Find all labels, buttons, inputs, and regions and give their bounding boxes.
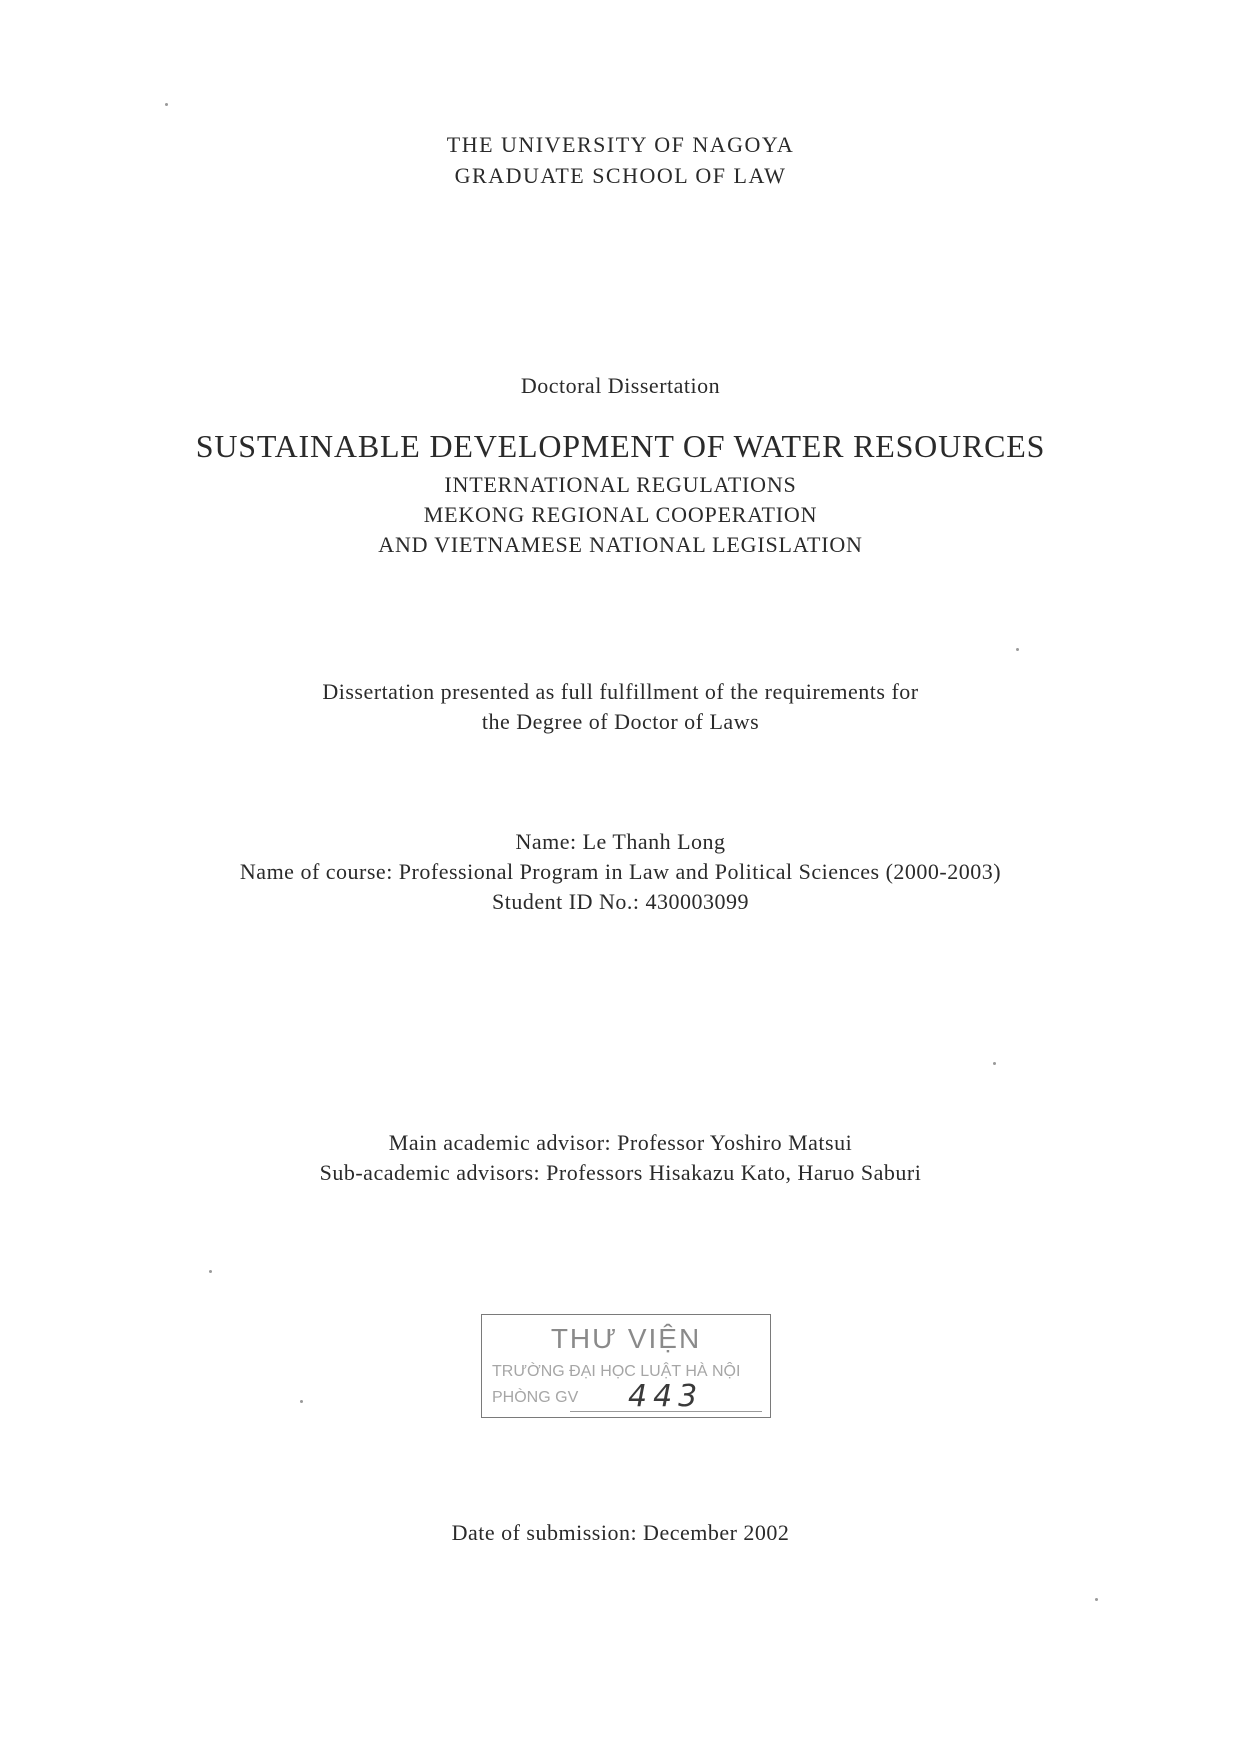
author-name: Name: Le Thanh Long [515, 829, 726, 854]
presentation-statement: Dissertation presented as full fulfillment of the requirements for [322, 679, 919, 704]
dissertation-title: SUSTAINABLE DEVELOPMENT OF WATER RESOURCES [195, 428, 1046, 464]
sub-advisors: Sub-academic advisors: Professors Hisakazu Kato, Haruo Saburi [319, 1160, 922, 1185]
subtitle-line-1: INTERNATIONAL REGULATIONS [444, 472, 797, 497]
scan-speck [300, 1400, 303, 1403]
stamp-institution: TRƯỜNG ĐẠI HỌC LUẬT HÀ NỘI [492, 1363, 741, 1380]
course-name: Name of course: Professional Program in Law and Political Sciences (2000-2003) [239, 859, 1002, 884]
scan-speck [165, 103, 168, 106]
scan-speck [1095, 1598, 1098, 1601]
scan-speck [209, 1270, 212, 1273]
stamp-room-label: PHÒNG GV [492, 1389, 579, 1406]
subtitle-line-2: MEKONG REGIONAL COOPERATION [423, 502, 818, 527]
main-advisor: Main academic advisor: Professor Yoshiro Matsui [388, 1130, 853, 1155]
degree-statement: the Degree of Doctor of Laws [481, 709, 760, 734]
school-name: GRADUATE SCHOOL OF LAW [454, 163, 787, 188]
submission-date: Date of submission: December 2002 [451, 1520, 790, 1545]
student-id: Student ID No.: 430003099 [492, 889, 749, 914]
document-type: Doctoral Dissertation [520, 373, 721, 398]
library-stamp [481, 1314, 771, 1418]
scan-speck [1016, 648, 1019, 651]
stamp-library-title: THƯ VIỆN [550, 1323, 702, 1354]
subtitle-line-3: AND VIETNAMESE NATIONAL LEGISLATION [378, 532, 863, 557]
stamp-handwritten-number: 443 [628, 1379, 704, 1414]
stamp-underline [570, 1411, 762, 1412]
scan-speck [993, 1062, 996, 1065]
university-name: THE UNIVERSITY OF NAGOYA [446, 132, 795, 157]
